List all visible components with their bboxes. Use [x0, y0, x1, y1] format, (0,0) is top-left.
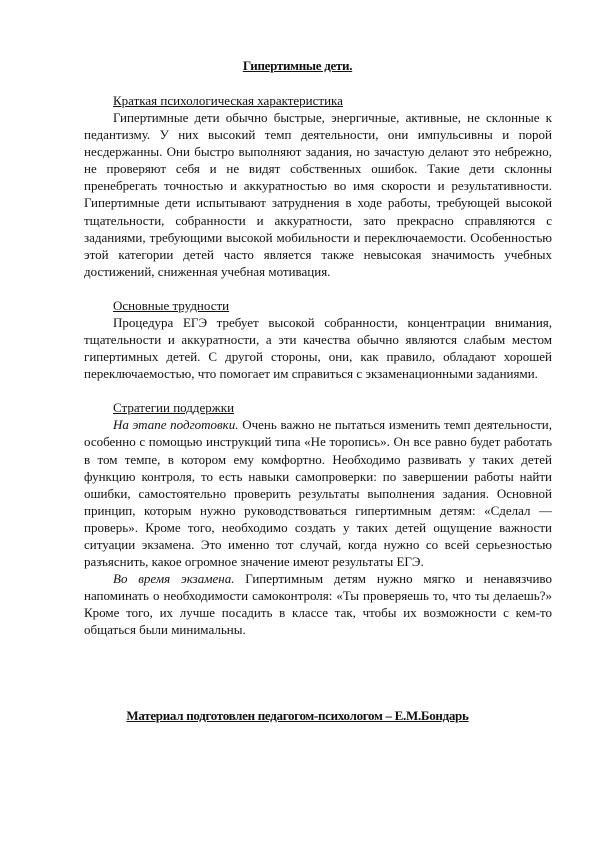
section-heading-strategies: Стратегии поддержки: [113, 400, 235, 416]
paragraph-lead-preparation: На этапе подготовки.: [113, 417, 239, 433]
section-heading-difficulties: Основные трудности: [113, 297, 230, 313]
paragraph-text-exam: Гипертимным детям нужно мягко и ненавязчиво напоминать о необходимости самоконтроля: «Ты проверяешь то, что ты делаешь?» Кроме того, их лучше посадить в классе так, чтобы их возможности с кем-то общаться были минимальны.: [84, 571, 552, 638]
spacer: [84, 280, 552, 297]
document-body: [84, 92, 552, 639]
section-heading-characteristics: Краткая психологическая характеристика: [113, 93, 343, 108]
paragraph-exam: [84, 570, 552, 638]
paragraph-preparation: [84, 416, 552, 570]
spacer: [84, 382, 552, 399]
page-title: Гипертимные дети.: [242, 58, 353, 73]
author-footer: Материал подготовлен педагогом-психологом – Е.М.Бондарь: [126, 708, 469, 723]
paragraph-difficulties: Процедура ЕГЭ требует высокой собранности, концентрации внимания, тщательности и аккуратности, а эти качества обычно являются слабым местом гипертимных детей. С другой стороны, они, как правило, обладают хорошей переключаемостью, что помогает им справиться с экзаменационными заданиями.: [84, 314, 552, 382]
paragraph-text-preparation: Очень важно не пытаться изменить темп деятельности, особенно с помощью инструкций типа «Не торопись». Он все равно будет работать в том темпе, в котором ему комфортно. Необходимо развивать у таких детей функцию контроля, то есть навыки самопроверки: по завершении работы найти ошибки, самостоятельно проверить результаты выполнения задания. Основной принцип, которым нужно руководствоваться гипертимным детям: «Сделал — проверь». Кроме того, необходимо создать у таких детей ощущение важности ситуации экзамена. Это именно тот случай, когда нужно со всей серьезностью разъяснить, какое огромное значение имеют результаты ЕГЭ.: [84, 417, 552, 570]
paragraph-characteristics: Гипертимные дети обычно быстрые, энергичные, активные, не склонные к педантизму. У них высокий темп деятельности, они импульсивны и порой несдержанны. Они быстро выполняют задания, но зачастую делают это небрежно, не проверяют себя и не видят собственных ошибок. Такие дети склонны пренебрегать точностью и аккуратностью во имя скорости и результативности. Гипертимные дети испытывают затруднения в ходе работы, требующей высокой тщательности, собранности и аккуратности, зато прекрасно справляются с заданиями, требующими высокой мобильности и переключаемости. Особенностью этой категории детей часто является также невысокая значимость учебных достижений, сниженная учебная мотивация.: [84, 110, 552, 279]
paragraph-lead-exam: Во время экзамена.: [113, 571, 235, 587]
